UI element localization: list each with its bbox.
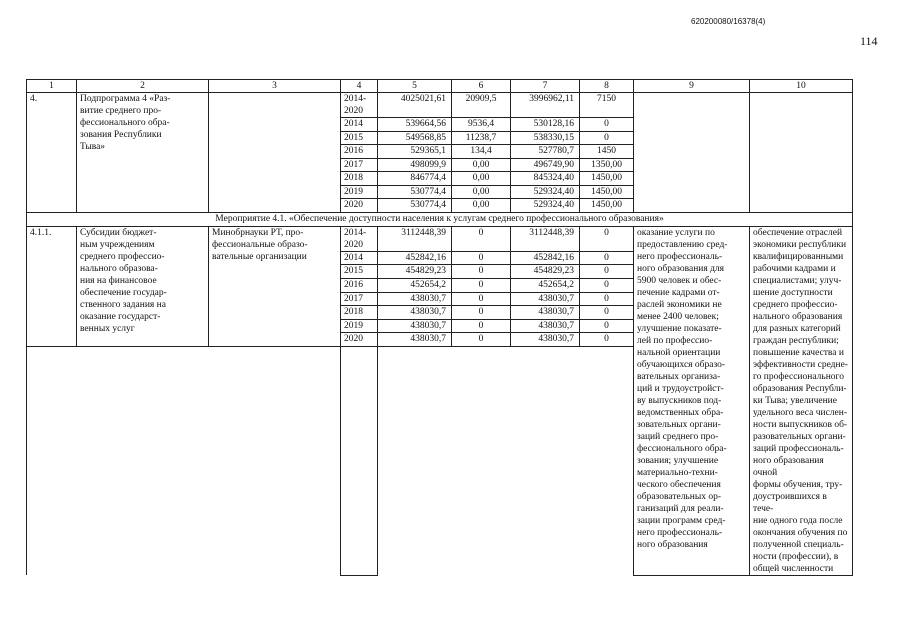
total-cell: 452842,16 (378, 251, 452, 265)
other-cell: 1450,00 (580, 185, 634, 199)
federal-cell: 0,00 (452, 199, 511, 213)
republic-cell: 845324,40 (511, 172, 580, 186)
total-cell: 549568,85 (378, 131, 452, 145)
republic-cell: 438030,7 (511, 319, 580, 333)
total-cell: 438030,7 (378, 292, 452, 306)
other-cell: 0 (580, 278, 634, 292)
other-cell: 0 (580, 251, 634, 265)
year-cell: 2014 (341, 251, 378, 265)
federal-cell: 0 (452, 278, 511, 292)
total-cell: 454829,23 (378, 265, 452, 279)
year-cell: 2017 (341, 292, 378, 306)
federal-cell: 0 (452, 251, 511, 265)
republic-cell: 452842,16 (511, 251, 580, 265)
federal-cell: 0 (452, 333, 511, 347)
expected-results: оказание услуги по предоставлению сред- него профессиональ- ного образования для 5900 человек и обес- печение кадрами от- раслей экономики не менее 2400 человек; улучшение показате- лей по профессио- нальной ориентации обучающихся образо- вательных организа- ций и трудоустройст- ву выпускников под- ведомственных обра- зовательных органи- заций среднего про- фессионального обра- зования; улучшение материально-техни- ческого обеспечения образовательных ор- ганизаций для реали- зации программ сред- него профессиональ- ного образования (634, 226, 750, 575)
federal-cell: 0 (452, 265, 511, 279)
column-number: 8 (580, 80, 634, 93)
column-number-row (27, 80, 853, 93)
republic-cell: 529324,40 (511, 199, 580, 213)
other-cell: 0 (580, 131, 634, 145)
year-cell: 2017 (341, 158, 378, 172)
other-cell: 0 (580, 292, 634, 306)
republic-cell: 452654,2 (511, 278, 580, 292)
republic-cell: 538330,15 (511, 131, 580, 145)
federal-cell: 0,00 (452, 185, 511, 199)
page-number: 114 (860, 34, 878, 48)
year-cell: 2020 (341, 333, 378, 347)
federal-cell: 0,00 (452, 172, 511, 186)
total-cell: 438030,7 (378, 333, 452, 347)
row-number: 4. (27, 93, 77, 213)
year-cell: 2019 (341, 319, 378, 333)
target-indicators: обеспечение отраслей экономики республики квалифицированными рабочими кадрами и специалистами; улуч- шение доступности среднего профессио- нального образования для разных категорий граждан республики; повышение качества и эффективности средне- го профессионального образования Республи- ки Тыва; увеличение удельного веса числен- ности выпускников об- разовательных органи- заций профессиональ- ного образования очной формы обучения, тру- доустроившихся в тече- ние одного года после окончания обучения по полученной специаль- ности (профессии), в общей численности (750, 226, 853, 575)
year-cell: 2016 (341, 145, 378, 159)
document-id: 620200080/16378(4) (691, 17, 766, 26)
column-number: 1 (27, 80, 77, 93)
column-number: 5 (378, 80, 452, 93)
event-header-row (27, 212, 853, 226)
federal-cell: 0 (452, 226, 511, 251)
column-number: 3 (209, 80, 341, 93)
republic-cell: 527780,7 (511, 145, 580, 159)
other-cell: 0 (580, 226, 634, 251)
year-cell: 2020 (341, 199, 378, 213)
filler-mid (378, 346, 634, 575)
indicators-empty (750, 93, 853, 213)
federal-cell: 20909,5 (452, 93, 511, 118)
republic-cell: 438030,7 (511, 292, 580, 306)
federal-cell: 9536,4 (452, 118, 511, 132)
federal-cell: 134,4 (452, 145, 511, 159)
total-cell: 539664,56 (378, 118, 452, 132)
year-cell: 2014- 2020 (341, 226, 378, 251)
row-number: 4.1.1. (27, 226, 77, 346)
year-cell: 2016 (341, 278, 378, 292)
federal-cell: 0 (452, 306, 511, 320)
other-cell: 0 (580, 319, 634, 333)
total-cell: 4025021,61 (378, 93, 452, 118)
column-number: 9 (634, 80, 750, 93)
results-empty (634, 93, 750, 213)
year-cell: 2018 (341, 306, 378, 320)
republic-cell: 438030,7 (511, 333, 580, 347)
other-cell: 1350,00 (580, 158, 634, 172)
other-cell: 0 (580, 118, 634, 132)
table-body (27, 80, 853, 576)
year-cell: 2018 (341, 172, 378, 186)
republic-cell: 438030,7 (511, 306, 580, 320)
federal-cell: 0,00 (452, 158, 511, 172)
column-number: 6 (452, 80, 511, 93)
republic-cell: 530128,16 (511, 118, 580, 132)
executor-empty (209, 93, 341, 213)
year-cell: 2015 (341, 265, 378, 279)
republic-cell: 454829,23 (511, 265, 580, 279)
total-cell: 529365,1 (378, 145, 452, 159)
federal-cell: 11238,7 (452, 131, 511, 145)
other-cell: 0 (580, 265, 634, 279)
table-row (27, 93, 853, 118)
other-cell: 1450,00 (580, 172, 634, 186)
year-cell: 2019 (341, 185, 378, 199)
total-cell: 530774,4 (378, 199, 452, 213)
table-row (27, 226, 853, 251)
event-header: Мероприятие 4.1. «Обеспечение доступности населения к услугам среднего профессионального образования» (27, 212, 853, 226)
year-cell: 2015 (341, 131, 378, 145)
year-cell: 2014- 2020 (341, 93, 378, 118)
filler-year (341, 346, 378, 575)
total-cell: 498099,9 (378, 158, 452, 172)
total-cell: 438030,7 (378, 319, 452, 333)
other-cell: 1450,00 (580, 199, 634, 213)
other-cell: 0 (580, 333, 634, 347)
other-cell: 7150 (580, 93, 634, 118)
republic-cell: 3996962,11 (511, 93, 580, 118)
total-cell: 452654,2 (378, 278, 452, 292)
republic-cell: 496749,90 (511, 158, 580, 172)
item-name: Подпрограмма 4 «Раз- витие среднего про- фессионального обра- зования Республики Тыва» (77, 93, 209, 213)
total-cell: 438030,7 (378, 306, 452, 320)
republic-cell: 529324,40 (511, 185, 580, 199)
total-cell: 530774,4 (378, 185, 452, 199)
item-name: Субсидии бюджет- ным учреждениям среднего профессио- нального образова- ния на финансовое обеспечение государ- ственного задания на оказание государст- венных услуг (77, 226, 209, 346)
column-number: 7 (511, 80, 580, 93)
filler-left (27, 346, 341, 575)
column-number: 10 (750, 80, 853, 93)
other-cell: 1450 (580, 145, 634, 159)
column-number: 4 (341, 80, 378, 93)
federal-cell: 0 (452, 319, 511, 333)
program-table (26, 79, 853, 576)
total-cell: 3112448,39 (378, 226, 452, 251)
other-cell: 0 (580, 306, 634, 320)
total-cell: 846774,4 (378, 172, 452, 186)
executor: Минобрнауки РТ, про- фессиональные образо- вательные организации (209, 226, 341, 346)
year-cell: 2014 (341, 118, 378, 132)
federal-cell: 0 (452, 292, 511, 306)
republic-cell: 3112448,39 (511, 226, 580, 251)
column-number: 2 (77, 80, 209, 93)
